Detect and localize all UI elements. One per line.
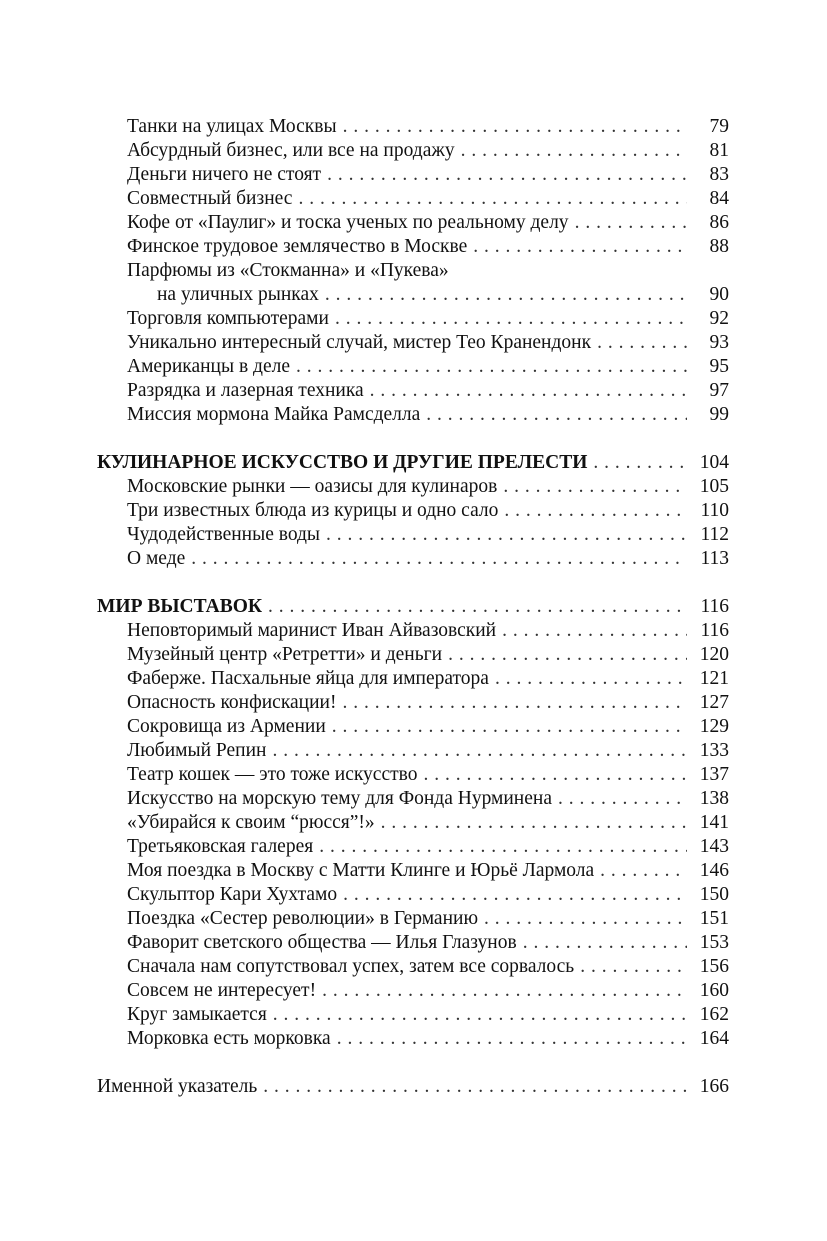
toc-entry xyxy=(97,643,729,667)
dot-leader xyxy=(343,115,687,139)
dot-leader xyxy=(558,787,687,811)
toc-entry xyxy=(97,163,729,187)
toc-entry-page: 127 xyxy=(699,692,729,713)
toc-entry-page: 99 xyxy=(709,404,729,425)
toc-entry-title: Театр кошек — это тоже искусство xyxy=(127,764,418,785)
toc-entry-title: Парфюмы из «Стокманна» и «Пукева» xyxy=(127,260,449,281)
toc-entry-title: Американцы в деле xyxy=(127,356,290,377)
toc-entry-title: Третьяковская галерея xyxy=(127,836,314,857)
spacer xyxy=(97,427,729,451)
toc-entry-title: Именной указатель xyxy=(97,1076,258,1097)
toc-entry-page: 116 xyxy=(700,620,729,641)
toc-entry-page: 97 xyxy=(709,380,729,401)
toc-entry xyxy=(97,1003,729,1027)
dot-leader xyxy=(325,283,687,307)
toc-entry xyxy=(97,883,729,907)
toc-entry xyxy=(97,691,729,715)
dot-leader xyxy=(268,595,687,619)
dot-leader xyxy=(342,691,687,715)
toc-entry xyxy=(97,523,729,547)
toc-entry-title: Разрядка и лазерная техника xyxy=(127,380,364,401)
toc-entry-title-continuation: на уличных рынках xyxy=(157,284,319,305)
toc-entry xyxy=(97,667,729,691)
dot-leader xyxy=(495,667,687,691)
dot-leader xyxy=(473,235,687,259)
toc-entry-page: 160 xyxy=(699,980,729,1001)
dot-leader xyxy=(263,1075,687,1099)
toc-entry-page: 105 xyxy=(699,476,729,497)
toc-entry-title: Три известных блюда из курицы и одно сало xyxy=(127,500,499,521)
toc-section-title: МИР ВЫСТАВОК xyxy=(97,596,263,617)
toc-entry-page: 112 xyxy=(700,524,729,545)
toc-entry-page: 151 xyxy=(699,908,729,929)
toc-entry-page: 84 xyxy=(709,188,729,209)
toc-entry-title: Миссия мормона Майка Рамсделла xyxy=(127,404,421,425)
dot-leader xyxy=(273,1003,687,1027)
toc-entry xyxy=(97,859,729,883)
toc-entry-title: Фаворит светского общества — Илья Глазунов xyxy=(127,932,517,953)
toc-entry-title: Любимый Репин xyxy=(127,740,267,761)
toc-entry-title: Деньги ничего не стоят xyxy=(127,164,322,185)
toc-entry xyxy=(97,355,729,379)
dot-leader xyxy=(335,307,687,331)
toc-entry-title: Совсем не интересует! xyxy=(127,980,317,1001)
dot-leader xyxy=(319,835,687,859)
toc-section-page: 116 xyxy=(700,596,729,617)
toc-entry xyxy=(97,979,729,1003)
dot-leader xyxy=(597,331,687,355)
toc-entry-title: О меде xyxy=(127,548,186,569)
spacer xyxy=(97,1051,729,1075)
toc-entry-page: 150 xyxy=(699,884,729,905)
dot-leader xyxy=(461,139,687,163)
toc-entry-title: Неповторимый маринист Иван Айвазовский xyxy=(127,620,497,641)
toc-entry xyxy=(97,115,729,139)
toc-entry-page: 146 xyxy=(699,860,729,881)
toc-entry-title: Кофе от «Паулиг» и тоска ученых по реальному делу xyxy=(127,212,569,233)
toc-entry-page: 81 xyxy=(709,140,729,161)
toc-entry xyxy=(97,235,729,259)
toc-entry xyxy=(97,283,729,307)
dot-leader xyxy=(593,451,687,475)
toc-entry-title: Сокровища из Армении xyxy=(127,716,326,737)
toc-entry-title: Чудодейственные воды xyxy=(127,524,321,545)
toc-entry xyxy=(97,907,729,931)
dot-leader xyxy=(523,931,687,955)
dot-leader xyxy=(298,187,687,211)
toc-entry-page: 79 xyxy=(709,116,729,137)
toc-entry-title: Искусство на морскую тему для Фонда Нурминена xyxy=(127,788,552,809)
dot-leader xyxy=(484,907,687,931)
toc-entry xyxy=(97,931,729,955)
toc-entry-title: Моя поездка в Москву с Матти Клинге и Юрьё Лармола xyxy=(127,860,595,881)
toc-entry xyxy=(97,763,729,787)
dot-leader xyxy=(327,163,687,187)
dot-leader xyxy=(343,883,687,907)
dot-leader xyxy=(322,979,687,1003)
toc-entry-page: 90 xyxy=(709,284,729,305)
dot-leader xyxy=(600,859,687,883)
toc-entry xyxy=(97,379,729,403)
toc-entry xyxy=(97,835,729,859)
toc-entry xyxy=(97,331,729,355)
toc-entry xyxy=(97,475,729,499)
toc-entry-title: Финское трудовое землячество в Москве xyxy=(127,236,468,257)
toc-entry-page: 121 xyxy=(699,668,729,689)
toc-entry-page: 110 xyxy=(700,500,729,521)
toc-section-page: 104 xyxy=(699,452,729,473)
dot-leader xyxy=(502,619,687,643)
dot-leader xyxy=(580,955,687,979)
toc-entry xyxy=(97,403,729,427)
toc-entry-page: 137 xyxy=(699,764,729,785)
toc-entry-title: Уникально интересный случай, мистер Тео Кранендонк xyxy=(127,332,592,353)
toc-entry xyxy=(97,187,729,211)
toc-entry-page: 143 xyxy=(699,836,729,857)
toc-entry-page: 138 xyxy=(699,788,729,809)
toc-entry-title: Совместный бизнес xyxy=(127,188,293,209)
dot-leader xyxy=(423,763,687,787)
dot-leader xyxy=(503,475,687,499)
dot-leader xyxy=(191,547,687,571)
dot-leader xyxy=(504,499,687,523)
dot-leader xyxy=(448,643,687,667)
toc-entry-title: Скульптор Кари Хухтамо xyxy=(127,884,338,905)
toc-entry xyxy=(97,619,729,643)
toc-entry xyxy=(97,307,729,331)
dot-leader xyxy=(575,211,687,235)
toc-entry-first-line xyxy=(97,259,729,283)
toc-entry-page: 88 xyxy=(709,236,729,257)
toc-entry xyxy=(97,715,729,739)
toc-entry xyxy=(97,211,729,235)
dot-leader xyxy=(326,523,687,547)
dot-leader xyxy=(272,739,687,763)
toc-entry-title: Морковка есть морковка xyxy=(127,1028,331,1049)
toc-entry xyxy=(97,739,729,763)
dot-leader xyxy=(337,1027,687,1051)
table-of-contents xyxy=(97,115,729,1099)
toc-entry-page: 92 xyxy=(709,308,729,329)
toc-entry-page: 113 xyxy=(700,548,729,569)
toc-entry-page: 83 xyxy=(709,164,729,185)
toc-entry-page: 133 xyxy=(699,740,729,761)
toc-entry-title: Опасность конфискации! xyxy=(127,692,337,713)
toc-entry-title: Круг замыкается xyxy=(127,1004,267,1025)
toc-entry-title: Поездка «Сестер революции» в Германию xyxy=(127,908,479,929)
toc-entry-page: 166 xyxy=(699,1076,729,1097)
toc-entry-page: 153 xyxy=(699,932,729,953)
toc-entry-page: 93 xyxy=(709,332,729,353)
toc-entry-title: «Убирайся к своим “рюсся”!» xyxy=(127,812,375,833)
dot-leader xyxy=(332,715,687,739)
toc-entry xyxy=(97,787,729,811)
toc-entry xyxy=(97,955,729,979)
toc-entry xyxy=(97,139,729,163)
toc-entry-title: Танки на улицах Москвы xyxy=(127,116,337,137)
toc-entry-page: 141 xyxy=(699,812,729,833)
dot-leader xyxy=(426,403,687,427)
toc-entry-title: Московские рынки — оазисы для кулинаров xyxy=(127,476,498,497)
toc-entry-page: 86 xyxy=(709,212,729,233)
toc-entry-page: 156 xyxy=(699,956,729,977)
toc-entry-page: 95 xyxy=(709,356,729,377)
toc-section-heading xyxy=(97,595,729,619)
toc-entry-title: Фаберже. Пасхальные яйца для императора xyxy=(127,668,489,689)
dot-leader xyxy=(370,379,687,403)
toc-section-title: КУЛИНАРНОЕ ИСКУССТВО И ДРУГИЕ ПРЕЛЕСТИ xyxy=(97,452,588,473)
toc-entry xyxy=(97,1027,729,1051)
toc-entry xyxy=(97,811,729,835)
toc-entry-page: 162 xyxy=(699,1004,729,1025)
dot-leader xyxy=(296,355,687,379)
toc-entry xyxy=(97,499,729,523)
toc-entry-title: Абсурдный бизнес, или все на продажу xyxy=(127,140,455,161)
toc-entry-page: 164 xyxy=(699,1028,729,1049)
spacer xyxy=(97,571,729,595)
toc-entry-page: 129 xyxy=(699,716,729,737)
toc-entry-title: Торговля компьютерами xyxy=(127,308,329,329)
dot-leader xyxy=(381,811,687,835)
toc-entry xyxy=(97,547,729,571)
toc-entry-page: 120 xyxy=(699,644,729,665)
toc-section-heading xyxy=(97,451,729,475)
toc-index-entry xyxy=(97,1075,729,1099)
toc-entry-title: Сначала нам сопутствовал успех, затем все сорвалось xyxy=(127,956,575,977)
toc-entry-title: Музейный центр «Ретретти» и деньги xyxy=(127,644,443,665)
